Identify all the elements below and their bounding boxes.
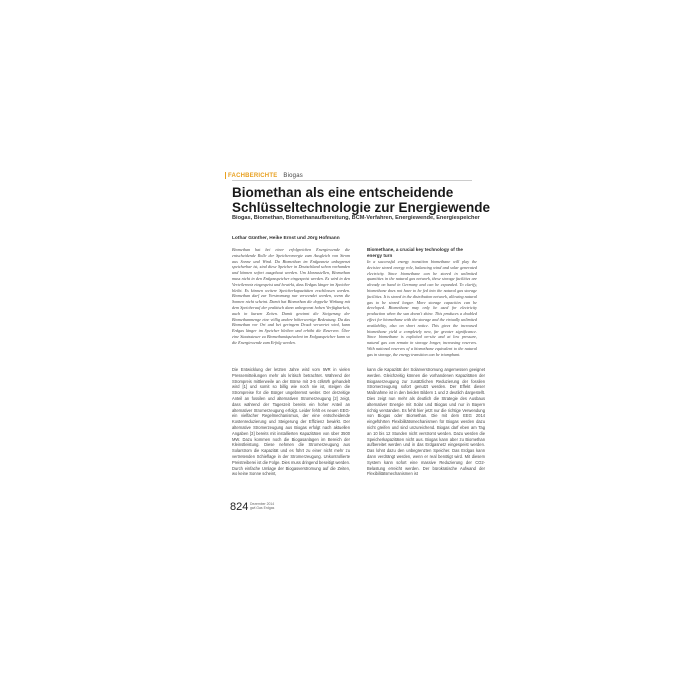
rubric-bar	[225, 172, 226, 179]
section-rubric	[225, 172, 303, 179]
body-column-1: Die Entwicklung der letzten Jahre wird vom IWR in vielen Pressemitteilungen mehr als kritisch betrachtet. Während der Strompreis mittlerweile an der Börse mit 3-5 ct/kWh gehandelt wird [1] und somit so billig wie noch nie ist, steigen die Strompreise für die Bürger ungebremst weiter. Der derzeitige Anteil an fossilen und alternativen Stromerzeugung [2] zeigt, dass während der Tageszeit bereits ein hoher Anteil an alternativer Stromerzeugung erfolgt. Leider fehlt es neuen EEG-ein vielfacher Regelmechanismus, der eine entscheidende Kostenreduzierung und Steigerung der Effizienz bewirkt. Der alternative Stromerzeugung aus Biogas erfolgt nach aktuellen Angaben [3] bereits mit installierten Kapazitäten von über 3500 MW. Dazu kommen noch die Biogasanlagen im Bereich der Kleinstleistung. Diese nehmen die Stromerzeugung aus Solarstrom die Kapazität und es führt zu einer nicht mehr zu vertretenden Schieflage in der Stromerzeugung. Unkontrollierte Preistreiberei ist die Folge. Dies muss dringend beseitigt werden. Durch einfache Umlage der Biogasverstromung auf die Zeiten, wo keine Sonne scheint,	[232, 367, 350, 477]
header-rule	[232, 180, 472, 181]
body-column-2: kann die Kapazität der Solarverstromung angemessen geeignet werden. Gleichzeitig können die vorhandenen Kapazitäten der Biogaserzeugung zur zusätzlichen Reduzierung der fossilen Stromerzeugung sofort genutzt werden. Der Effekt dieser Maßnahme ist in den beiden Bildern 1 und 2 deutlich dargestellt. Dies zeigt nun mehr als deutlich die Strategie des Ausbaus alternativer Energie mit Solar und Biogas und nur in Bayern richtig verstanden. Es fehlt hier jetzt nur die richtige Verwendung von Biogas oder Biomethan. Die mit dem EEG 2014 eingeführten Flexibilitätsmechanismen für Biogas werden dazu nicht greifen und sind unzureichend. Biogas darf eben am Tag an 10 bis 12 Stunden nicht verstromt werden. Dazu werden die Speicherkapazitäten nicht aus. Biogas kann aber zu Biomethan aufbereitet werden und in das Erdgasnetz eingespeist werden. Das lohnt dazu den unbegrenzten Speicher. Das Erdgas kann dann verdrängt werden, wenn er real benötigt wird. Mit diesem System kann sofort eine massive Reduzierung der CO2-Belastung erreicht werden. Der bürokratische Aufwand der Flexibilitätsmechanismen ist	[367, 367, 485, 477]
abstract-german: Biomethan hat bei einer erfolgreichen Energiewende die entscheidende Rolle der Speicherenergie zum Ausgleich von Strom aus Sonne und Wind. Da Biomethan im Erdgasnetz unbegrenzt speicherbar ist, sind diese Speicher in Deutschland schon vorhanden und können sofort ausgebaut werden. Um klarzustellen, Biomethan muss nicht in den Erdgasspeicher eingespeist werden. Es wird in den Verteilernetz eingespeist und bewirkt, dass Erdgas länger im Speicher bleibt. Es können weitere Speicherkapazitäten erschlossen werden. Biomethan darf zur Verstromung nur verwendet werden, wenn die Sonnen nicht scheint. Damit hat Biomethan die doppelte Wirkung mit dem Speicherauf der praktisch dann unbegrenzt hohen Verfügbarkeit, auch in kurzen Zeiten. Damit gewinnt die Steigerung der Biomethanmenge eine völlig andere höherwertige Bedeutung. Da das Biomethan vor Ort und bei geringem Druck verwertet wird, kann Erdgas länger im Speicher bleiben und erhöht die Reserven. Über eine Staatssteuer zu Biomethanäquivalent im Erdgasspeicher kann so die Energiewende zum Erfolg werden.	[232, 247, 350, 345]
subsection-label: Biogas	[283, 173, 303, 180]
article-keywords: Biogas, Biomethan, Biomethanaufbereitung, BCM-Verfahren, Energiewende, Energiespeicher	[232, 215, 480, 221]
page-number: 824	[230, 501, 249, 513]
footer-journal: gwf-Gas Erdgas	[250, 506, 275, 511]
footer-info	[250, 502, 274, 510]
abstract-english: In a successful energy transition biomethane will play the decisive stored energy role, balancing wind and solar generated electricity. Since biomethane can be stored in unlimited quantities in the natural gas network, these storage facilities are already on hand in Germany and can be expanded. To clarify, biomethane does not have to be fed into the natural gas storage facilities. It is stored in the distribution network, allowing natural gas to be stored longer. More storage capacities can be developed. Biomethane may only be used for electricity production when the sun doesn't shine. This produces a doubled effect for biomethane with the storage and the virtually unlimited availability, also on short notice. This gives the increased biomethane yield a completely new, far greater significance. Since biomethane is exploited on-site and at low pressure, natural gas can remain in storage longer, increasing reserves. With national reserves of a biomethane equivalent to the natural gas in storage, the energy transition can be triumphant.	[367, 259, 477, 357]
section-label: FACHBERICHTE	[228, 173, 278, 180]
article-authors: Lothar Günther, Heike Ernst und Jörg Hofmann	[232, 236, 340, 241]
footer-date: Dezember 2014	[250, 502, 275, 506]
article-title: Biomethan als eine entscheidende Schlüsseltechnologie zur Energiewende	[232, 185, 491, 215]
abstract-english-title: Biomethane, a crucial key technology of the energy turn	[367, 247, 463, 258]
